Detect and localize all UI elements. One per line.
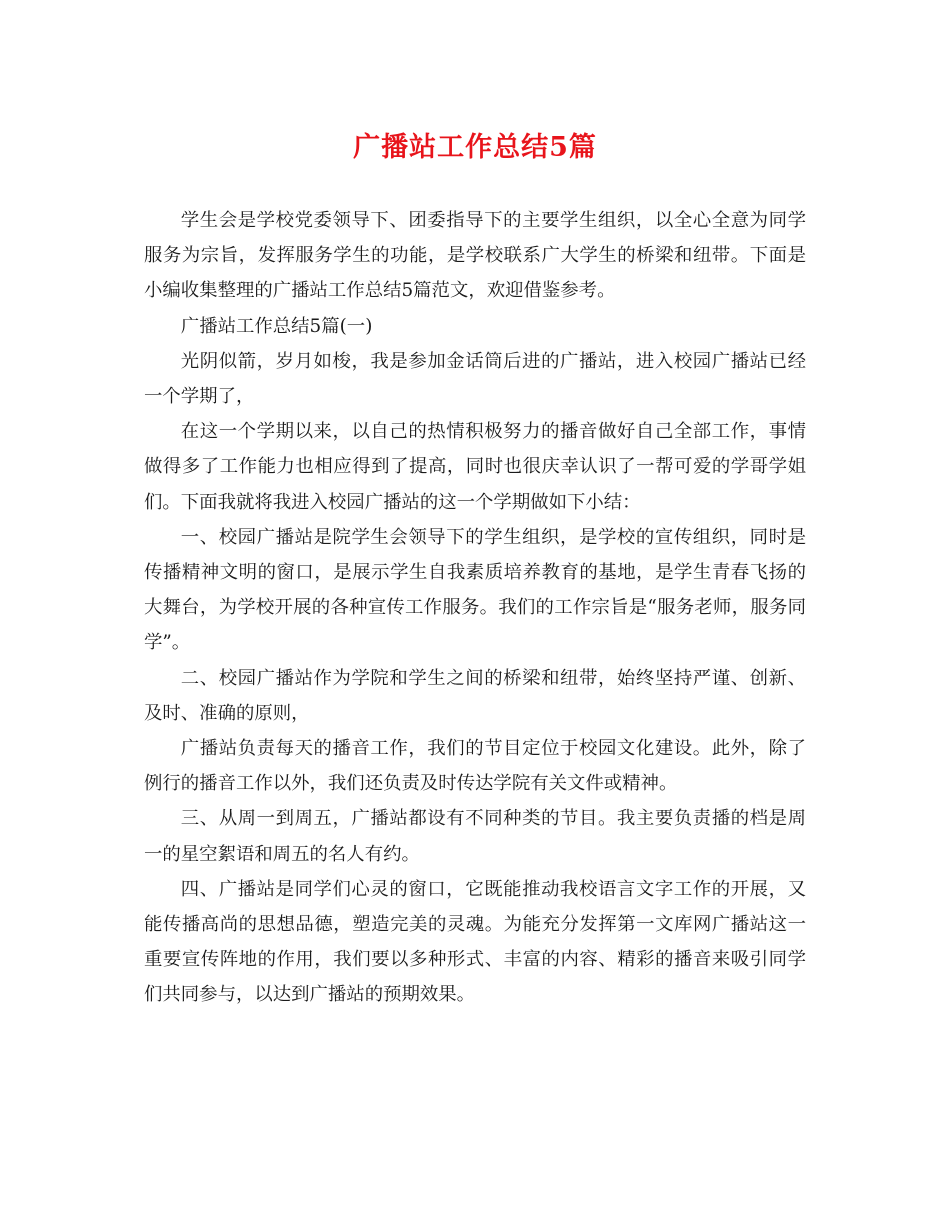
section-heading: 广播站工作总结5篇(一) <box>180 315 373 337</box>
document-title: 广播站工作总结5篇 <box>353 132 597 163</box>
body-paragraph: 一、校园广播站是院学生会领导下的学生组织，是学校的宣传组织，同时是传播精神文明的窗口，是展示学生自我素质培养教育的基地，是学生青春飞扬的大舞台，为学校开展的各种宣传工作服务。我们的工作宗旨是“服务老师，服务同学”。 <box>144 526 806 654</box>
intro-paragraph: 学生会是学校党委领导下、团委指导下的主要学生组织，以全心全意为同学服务为宗旨，发挥服务学生的功能，是学校联系广大学生的桥梁和纽带。下面是小编收集整理的广播站工作总结5篇范文，欢迎借鉴参考。 <box>144 210 806 302</box>
body-paragraph: 四、广播站是同学们心灵的窗口，它既能推动我校语言文字工作的开展，又能传播高尚的思想品德，塑造完美的灵魂。为能充分发挥第一文库网广播站这一重要宣传阵地的作用，我们要以多种形式、丰富的内容、精彩的播音来吸引同学们共同参与，以达到广播站的预期效果。 <box>144 878 806 1006</box>
body-paragraph: 三、从周一到周五，广播站都设有不同种类的节目。我主要负责播的档是周一的星空絮语和周五的名人有约。 <box>144 808 806 865</box>
body-paragraph: 广播站负责每天的播音工作，我们的节目定位于校园文化建设。此外，除了例行的播音工作以外，我们还负责及时传达学院有关文件或精神。 <box>144 738 806 795</box>
body-paragraph: 在这一个学期以来，以自己的热情积极努力的播音做好自己全部工作，事情做得多了工作能力也相应得到了提高，同时也很庆幸认识了一帮可爱的学哥学姐们。下面我就将我进入校园广播站的这一个学期做如下小结： <box>144 421 806 513</box>
body-paragraph: 二、校园广播站作为学院和学生之间的桥梁和纽带，始终坚持严谨、创新、及时、准确的原则， <box>144 667 806 724</box>
document-body <box>144 203 806 1013</box>
body-paragraph: 光阴似箭，岁月如梭，我是参加金话筒后进的广播站，进入校园广播站已经一个学期了， <box>144 350 806 408</box>
